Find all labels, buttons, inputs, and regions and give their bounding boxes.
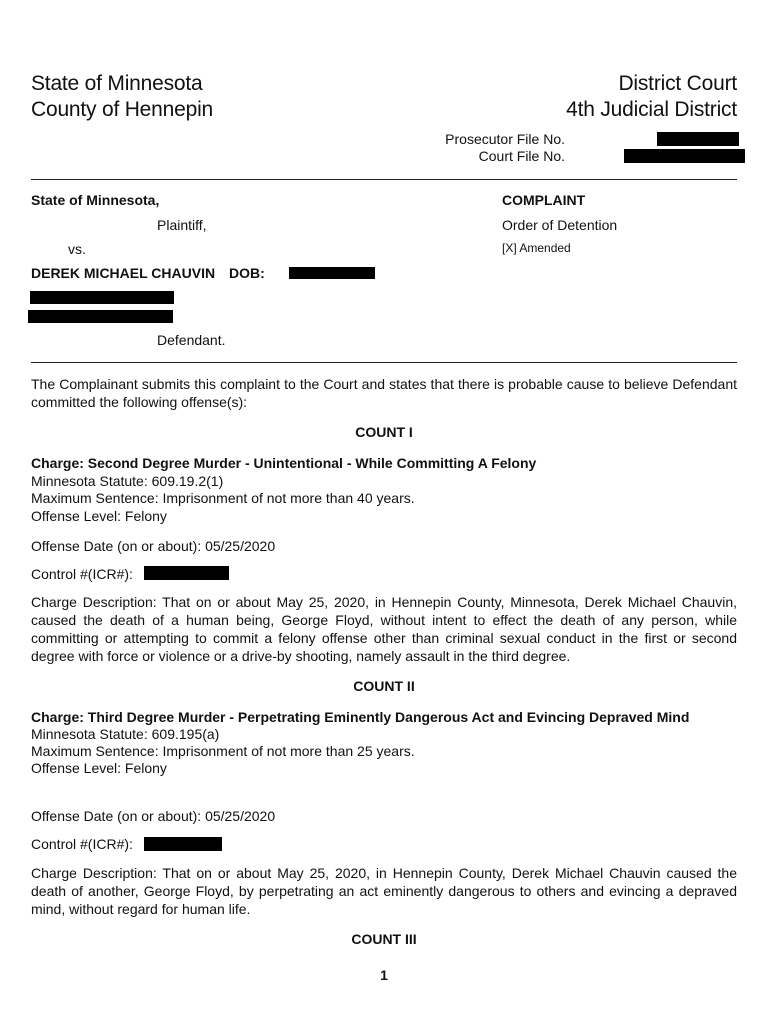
redaction-dob: [289, 267, 375, 279]
count-1-details: [31, 455, 737, 525]
count-2-details: [31, 709, 737, 777]
header-left: [31, 71, 213, 123]
document-type: COMPLAINT: [502, 192, 586, 208]
prosecutor-file-label: Prosecutor File No.: [445, 131, 565, 147]
count-1-control-label: Control #(ICR#):: [31, 566, 133, 582]
count-2-max-sentence: Maximum Sentence: Imprisonment of not more than 25 years.: [31, 743, 415, 759]
count-1-statute: Minnesota Statute: 609.19.2(1): [31, 472, 224, 489]
county-name: County of Hennepin: [31, 98, 214, 121]
state-name: State of Minnesota: [31, 72, 203, 95]
defendant-name: DEREK MICHAEL CHAUVIN: [31, 265, 216, 281]
header-right: [566, 71, 737, 123]
divider-bottom: [31, 362, 737, 363]
redaction-address-line2: [28, 310, 173, 323]
plaintiff-name: State of Minnesota,: [31, 192, 160, 208]
court-file-label: Court File No.: [478, 148, 565, 164]
district-name: 4th Judicial District: [566, 98, 737, 121]
court-name: District Court: [618, 72, 737, 95]
intro-paragraph: The Complainant submits this complaint to the Court and states that there is probable cause to believe Defendant committed the following offense(s):: [31, 376, 737, 410]
count-1-offense-date: Offense Date (on or about): 05/25/2020: [31, 538, 276, 554]
count-2-description: Charge Description: That on or about May 25, 2020, in Hennepin County, Derek Michael Chauvin caused the death of another, George Floyd, by perpetrating an act eminently dangerous to others and evincing a depraved mind, without regard for human life.: [31, 865, 737, 917]
redaction-count-1-control-no: [144, 566, 229, 580]
plaintiff-role: Plaintiff,: [157, 217, 207, 233]
order-type: Order of Detention: [502, 217, 618, 233]
count-3-heading: COUNT III: [351, 931, 417, 947]
divider-top: [31, 179, 737, 180]
file-numbers: [445, 131, 565, 165]
defendant-role: Defendant.: [157, 332, 226, 348]
redaction-count-2-control-no: [144, 837, 222, 851]
defendant-line: [31, 265, 265, 282]
count-1-charge: Charge: Second Degree Murder - Unintentional - While Committing A Felony: [31, 455, 537, 471]
versus: vs.: [68, 241, 86, 257]
dob-label: DOB:: [228, 265, 265, 281]
redaction-prosecutor-file-no: [657, 132, 739, 146]
redaction-court-file-no: [624, 149, 745, 163]
redaction-address-line1: [30, 291, 174, 304]
page-number: 1: [380, 967, 388, 983]
amended-checkbox: [X] Amended: [502, 241, 571, 255]
count-1-description: Charge Description: That on or about May 25, 2020, in Hennepin County, Minnesota, Derek Michael Chauvin, caused the death of a human being, George Floyd, without intent to effect the death of any person, while committing or attempting to commit a felony offense other than criminal sexual conduct in the first or second degree with force or violence or a drive-by shooting, namely assault in the third degree.: [31, 594, 737, 664]
count-2-offense-level: Offense Level: Felony: [31, 760, 167, 776]
count-1-max-sentence: Maximum Sentence: Imprisonment of not more than 40 years.: [31, 490, 415, 506]
count-2-charge: Charge: Third Degree Murder - Perpetrating Eminently Dangerous Act and Evincing Depraved Mind: [31, 709, 690, 725]
count-2-heading: COUNT II: [353, 678, 415, 694]
count-1-offense-level: Offense Level: Felony: [31, 507, 167, 524]
count-2-control-label: Control #(ICR#):: [31, 836, 133, 852]
count-1-heading: COUNT I: [355, 424, 413, 440]
count-2-offense-date: Offense Date (on or about): 05/25/2020: [31, 808, 276, 824]
count-2-statute: Minnesota Statute: 609.195(a): [31, 726, 220, 742]
